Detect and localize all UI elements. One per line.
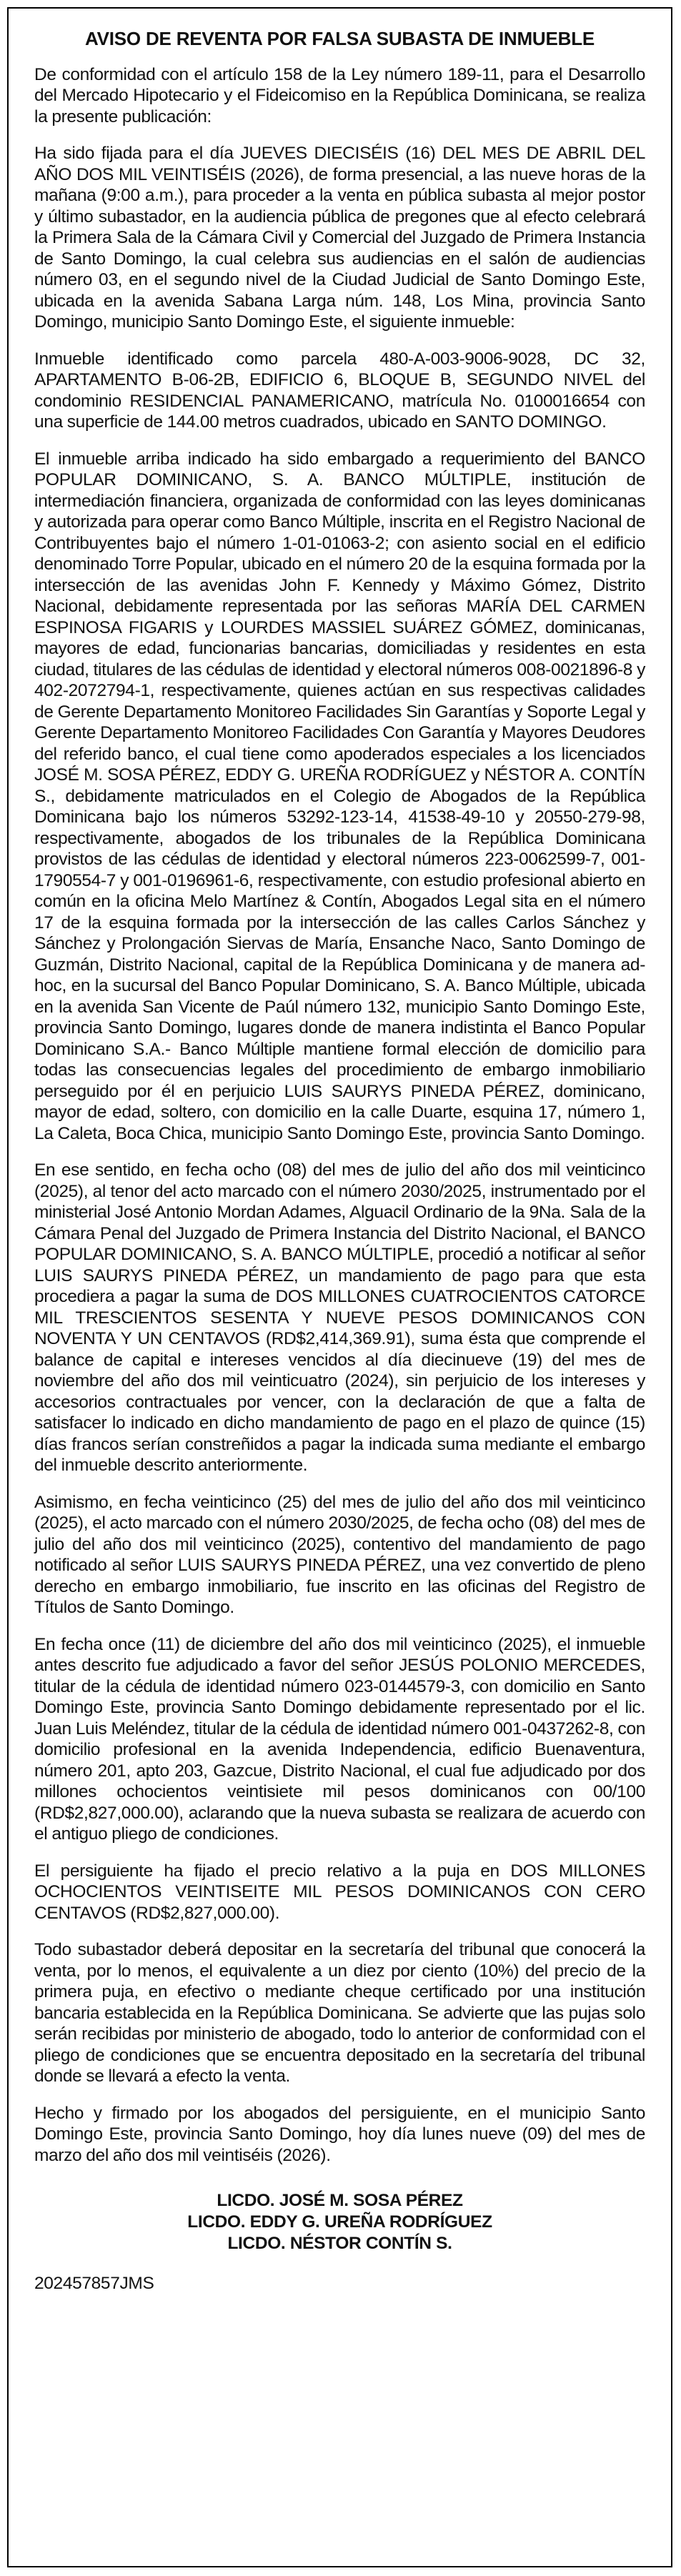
signature-contin: LICDO. NÉSTOR CONTÍN S. [227,2234,452,2253]
signature-sosa: LICDO. JOSÉ M. SOSA PÉREZ [217,2191,463,2210]
paragraph-registration: Asimismo, en fecha veinticinco (25) del mes de julio del año dos mil veinticinco (2025), el acto marcado con el número 2030/2025, de fecha ocho (08) del mes de julio del año dos mil veinticinco (2025), contentivo del mandamiento de pago notificado al señor LUIS SAURYS PINEDA PÉREZ, una vez convertido de pleno derecho en embargo inmobiliario, fue inscrito en las oficinas del Registro de Títulos de Santo Domingo. [34,1492,645,1617]
signature-block [34,2190,645,2254]
notice-frame [7,7,672,2567]
paragraph-payment-order: En ese sentido, en fecha ocho (08) del mes de julio del año dos mil veinticinco (2025), al tenor del acto marcado con el número 2030/2025, instrumentado por el ministerial José Antonio Mordan Adames, Alguacil Ordinario de la 9Na. Sala de la Cámara Penal del Juzgado de Primera Instancia del Distrito Nacional, el BANCO POPULAR DOMINICANO, S. A. BANCO MÚLTIPLE, procedió a notificar al señor LUIS SAURYS PINEDA PÉREZ, un mandamiento de pago para que esta procediera a pagar la suma de DOS MILLONES CUATROCIENTOS CATORCE MIL TRESCIENTOS SESENTA Y NUEVE PESOS DOMINICANOS CON NOVENTA Y UN CENTAVOS (RD$2,414,369.91), suma ésta que comprende el balance de capital e intereses vencidos al día diecinueve (19) del mes de noviembre del año dos mil veinticuatro (2024), sin perjuicio de los intereses y accesorios contractuales por vencer, con la declaración de que a falta de satisfacer lo indicado en dicho mandamiento de pago en el plazo de quince (15) días francos serían constreñidos a pagar la indicada suma mediante el embargo del inmueble descrito anteriormente. [34,1160,645,1475]
paragraph-bid-price: El persiguiente ha fijado el precio relativo a la puja en DOS MILLONES OCHOCIENTOS VEINTISEITE MIL PESOS DOMINICANOS CON CERO CENTAVOS (RD$2,827,000.00). [34,1861,645,1923]
paragraph-auction-date: Ha sido fijada para el día JUEVES DIECISÉIS (16) DEL MES DE ABRIL DEL AÑO DOS MIL VEINTISÉIS (2026), de forma presencial, a las nueve horas de la mañana (9:00 a.m.), para proceder a la venta en pública subasta al mejor postor y último subastador, en la audiencia pública de pregones que al efecto celebrará la Primera Sala de la Cámara Civil y Comercial del Juzgado de Primera Instancia de Santo Domingo, la cual celebra sus audiencias en el salón de audiencias número 03, en el segundo nivel de la Ciudad Judicial de Santo Domingo Este, ubicada en la avenida Sabana Larga núm. 148, Los Mina, provincia Santo Domingo, municipio Santo Domingo Este, el siguiente inmueble: [34,144,645,332]
reference-code: 202457857JMS [34,2274,154,2293]
paragraph-property: Inmueble identificado como parcela 480-A-003-9006-9028, DC 32, APARTAMENTO B-06-2B, EDIFICIO 6, BLOQUE B, SEGUNDO NIVEL del condominio RESIDENCIAL PANAMERICANO, matrícula No. 0100016654 con una superficie de 144.00 metros cuadrados, ubicado en SANTO DOMINGO. [34,349,645,432]
paragraph-adjudication: En fecha once (11) de diciembre del año dos mil veinticinco (2025), el inmueble antes descrito fue adjudicado a favor del señor JESÚS POLONIO MERCEDES, titular de la cédula de identidad número 023-0144579-3, con domicilio en Santo Domingo Este, provincia Santo Domingo debidamente representado por el lic. Juan Luis Meléndez, titular de la cédula de identidad número 001-0437262-8, con domicilio profesional en la avenida Independencia, edificio Buenaventura, número 201, apto 203, Gazcue, Distrito Nacional, el cual fue adjudicado por dos millones ochocientos veintisiete mil pesos dominicanos con 00/100 (RD$2,827,000.00), aclarando que la nueva subasta se realizara de acuerdo con el antiguo pliego de condiciones. [34,1634,645,1844]
notice-title: AVISO DE REVENTA POR FALSA SUBASTA DE INMUEBLE [84,28,595,49]
paragraph-signing-date: Hecho y firmado por los abogados del persiguiente, en el municipio Santo Domingo Este, provincia Santo Domingo, hoy día lunes nueve (09) del mes de marzo del año dos mil veintiséis (2026). [34,2103,645,2165]
paragraph-seizing-party: El inmueble arriba indicado ha sido embargado a requerimiento del BANCO POPULAR DOMINICANO, S. A. BANCO MÚLTIPLE, institución de intermediación financiera, organizada de conformidad con las leyes dominicanas y autorizada para operar como Banco Múltiple, inscrita en el Registro Nacional de Contribuyentes bajo el número 1-01-01063-2; con asiento social en el edificio denominado Torre Popular, ubicado en el número 20 de la esquina formada por la intersección de las avenidas John F. Kennedy y Máximo Gómez, Distrito Nacional, debidamente representada por las señoras MARÍA DEL CARMEN ESPINOSA FIGARIS y LOURDES MASSIEL SUÁREZ GÓMEZ, dominicanas, mayores de edad, funcionarias bancarias, domiciliadas y residentes en esta ciudad, titulares de las cédulas de identidad y electoral números 008-0021896-8 y 402-2072794-1, respectivamente, quienes actúan en sus respectivas calidades de Gerente Departamento Monitoreo Facilidades Sin Garantías y Soporte Legal y Gerente Departamento Monitoreo Facilidades Con Garantía y Mayores Deudores del referido banco, el cual tiene como apoderados especiales a los licenciados JOSÉ M. SOSA PÉREZ, EDDY G. UREÑA RODRÍGUEZ y NÉSTOR A. CONTÍN S., debidamente matriculados en el Colegio de Abogados de la República Dominicana bajo los números 53292-123-14, 41538-49-10 y 20550-279-98, respectivamente, abogados de los tribunales de la República Dominicana provistos de las cédulas de identidad y electoral números 223-0062599-7, 001-1790554-7 y 001-0196961-6, respectivamente, con estudio profesional abierto en común en la oficina Melo Martínez & Contín, Abogados Legal sita en el número 17 de la esquina formada por la intersección de las calles Carlos Sánchez y Sánchez y Prolongación Siervas de María, Ensanche Naco, Santo Domingo de Guzmán, Distrito Nacional, capital de la República Dominicana y de manera ad-hoc, en la sucursal del Banco Popular Dominicano, S. A. Banco Múltiple, ubicada en la avenida San Vicente de Paúl número 132, municipio Santo Domingo Este, provincia Santo Domingo, lugares donde de manera indistinta el Banco Popular Dominicano S.A.- Banco Múltiple mantiene formal elección de domicilio para todas las consecuencias legales del procedimiento de embargo inmobiliario perseguido por él en perjuicio LUIS SAURYS PINEDA PÉREZ, dominicano, mayor de edad, soltero, con domicilio en la calle Duarte, esquina 17, número 1, La Caleta, Boca Chica, municipio Santo Domingo Este, provincia Santo Domingo. [34,449,645,1143]
notice-content [9,9,671,2294]
paragraph-deposit-requirement: Todo subastador deberá depositar en la secretaría del tribunal que conocerá la venta, por lo menos, el equivalente a un diez por ciento (10%) del precio de la primera puja, en efectivo o mediante cheque certificado por una institución bancaria establecida en la República Dominicana. Se advierte que las pujas solo serán recibidas por ministerio de abogado, todo lo anterior de conformidad con el pliego de condiciones que se encuentra depositado en la secretaría del tribunal donde se llevará a efecto la venta. [34,1940,645,2086]
paragraph-legal-basis: De conformidad con el artículo 158 de la Ley número 189-11, para el Desarrollo del Mercado Hipotecario y el Fideicomiso en la República Dominicana, se realiza la presente publicación: [34,64,645,126]
signature-urena: LICDO. EDDY G. UREÑA RODRÍGUEZ [187,2212,492,2232]
